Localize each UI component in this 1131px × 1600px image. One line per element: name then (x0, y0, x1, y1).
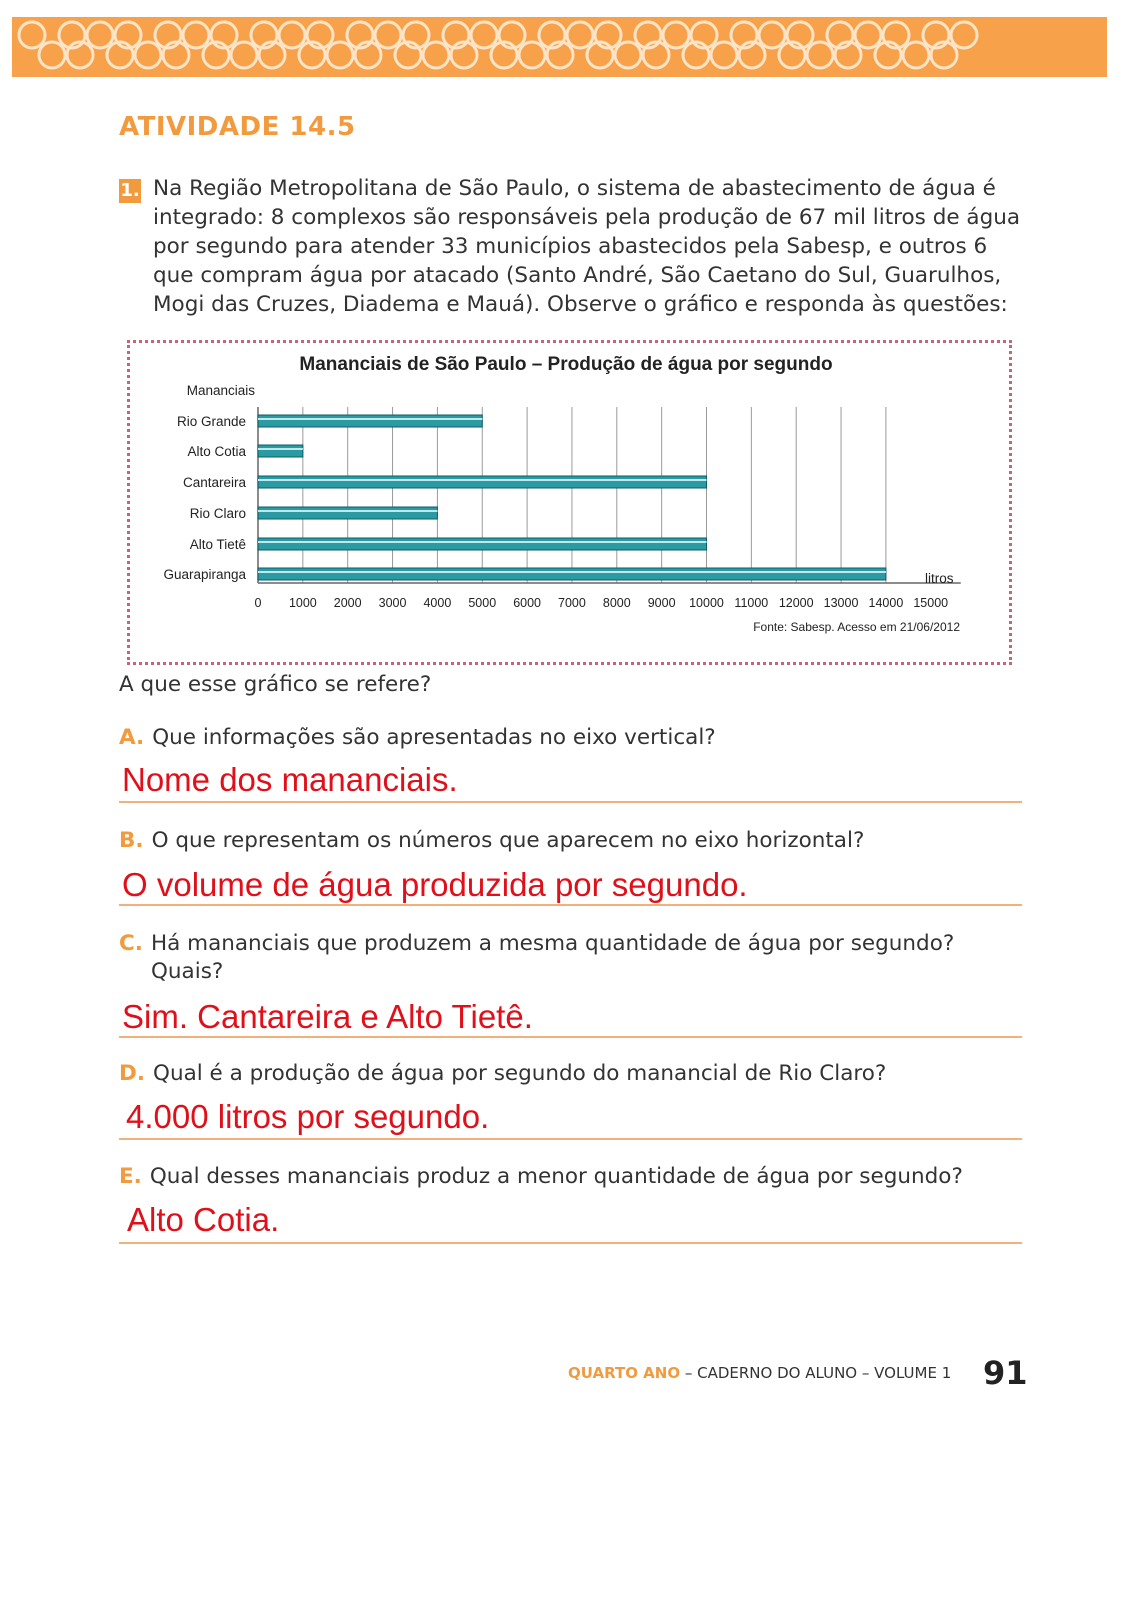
x-tick-label: 14000 (868, 596, 904, 610)
question-c-continuation: Quais? (151, 959, 224, 984)
decorative-circle (183, 22, 209, 48)
category-label: Rio Claro (189, 506, 246, 521)
decorative-circle (855, 22, 881, 48)
x-tick-label: 10000 (689, 596, 724, 610)
question-e (119, 1163, 963, 1191)
footer-text: – CADERNO DO ALUNO – VOLUME 1 (680, 1364, 952, 1382)
answer-line (119, 1242, 1022, 1244)
answer-line (119, 801, 1022, 803)
answer-line (119, 1138, 1022, 1140)
question-c (119, 930, 954, 958)
category-label: Alto Cotia (187, 444, 246, 459)
decorative-circle (711, 42, 737, 68)
question-a (119, 724, 716, 752)
answer-d: 4.000 litros por segundo. (126, 1098, 490, 1135)
question-b (119, 827, 864, 855)
question-letter: B. (119, 828, 144, 853)
footer-series: QUARTO ANO (568, 1364, 681, 1382)
decorative-circles-pattern (12, 17, 1107, 77)
decorative-circle (567, 22, 593, 48)
decorative-circle (471, 22, 497, 48)
question-text: Há mananciais que produzem a mesma quantidade de água por segundo? (150, 931, 955, 956)
question-letter: A. (119, 725, 145, 750)
question-text: Que informações são apresentadas no eixo vertical? (152, 725, 716, 750)
question-letter: C. (119, 931, 143, 956)
x-tick-label: 11000 (734, 596, 769, 610)
intro-paragraph: Na Região Metropolitana de São Paulo, o sistema de abastecimento de água é integrado: 8 complexos são responsáveis pela produção de 67 mil litros de água por segundo para atender 33 municípios abastecidos pela Sabesp, e outros 6 que compram água por atacado (Santo André, São Caetano do Sul, Guarulhos, Mogi das Cruzes, Diadema e Mauá). Observe o gráfico e responda às questões: (153, 176, 1021, 317)
decorative-circle (423, 42, 449, 68)
bar (258, 568, 886, 580)
decorative-circle (231, 42, 257, 68)
header-banner (12, 17, 1107, 77)
x-tick-label: 1000 (288, 596, 317, 610)
activity-title: ATIVIDADE 14.5 (119, 112, 356, 142)
decorative-circle (19, 22, 45, 48)
x-tick-label: 4000 (423, 596, 452, 610)
bar (258, 445, 303, 457)
category-label: Guarapiranga (163, 567, 246, 582)
answer-c: Sim. Cantareira e Alto Tietê. (122, 998, 533, 1035)
y-axis-label: Mananciais (186, 383, 255, 398)
x-tick-label: 7000 (558, 596, 586, 610)
x-tick-label: 3000 (378, 596, 407, 610)
x-axis-label: litros (925, 571, 954, 586)
answer-line (119, 1036, 1022, 1038)
category-label: Cantareira (182, 475, 246, 490)
x-tick-label: 6000 (513, 596, 542, 610)
x-tick-label: 8000 (602, 596, 631, 610)
chart-title: Mananciais de São Paulo – Produção de água por segundo (299, 354, 833, 375)
bar (258, 538, 707, 550)
x-tick-label: 0 (254, 596, 262, 610)
chart-frame (127, 340, 1012, 665)
bar (258, 415, 482, 427)
decorative-circle (39, 42, 65, 68)
decorative-circle (87, 22, 113, 48)
decorative-circle (135, 42, 161, 68)
answer-line (119, 904, 1022, 906)
footer (568, 1364, 951, 1382)
x-tick-label: 2000 (333, 596, 362, 610)
question-number-badge: 1. (120, 180, 140, 201)
page-number: 91 (983, 1354, 1028, 1392)
question-d (119, 1060, 886, 1088)
bar-chart (130, 343, 1009, 662)
x-tick-label: 15000 (913, 596, 949, 610)
bar (258, 507, 437, 519)
answer-a: Nome dos mananciais. (122, 761, 458, 798)
x-tick-label: 12000 (778, 596, 814, 610)
decorative-circle (327, 42, 353, 68)
category-label: Rio Grande (176, 414, 246, 429)
decorative-circle (903, 42, 929, 68)
decorative-circle (519, 42, 545, 68)
question-text: Qual é a produção de água por segundo do manancial de Rio Claro? (153, 1061, 887, 1086)
question-text: O que representam os números que aparecem no eixo horizontal? (151, 828, 865, 853)
main-question: A que esse gráfico se refere? (119, 672, 432, 697)
question-letter: E. (119, 1164, 142, 1189)
decorative-circle (279, 22, 305, 48)
decorative-circle (759, 22, 785, 48)
question-letter: D. (119, 1061, 146, 1086)
question-text: Qual desses mananciais produz a menor quantidade de água por segundo? (149, 1164, 963, 1189)
x-tick-label: 5000 (468, 596, 497, 610)
decorative-circle (375, 22, 401, 48)
decorative-circle (807, 42, 833, 68)
x-tick-label: 13000 (823, 596, 859, 610)
bar (258, 476, 707, 488)
category-label: Alto Tietê (189, 537, 246, 552)
decorative-circle (951, 22, 977, 48)
decorative-circle (615, 42, 641, 68)
chart-source: Fonte: Sabesp. Acesso em 21/06/2012 (753, 620, 960, 634)
decorative-circle (663, 22, 689, 48)
answer-b: O volume de água produzida por segundo. (122, 866, 748, 903)
x-tick-label: 9000 (647, 596, 676, 610)
answer-e: Alto Cotia. (127, 1201, 280, 1238)
